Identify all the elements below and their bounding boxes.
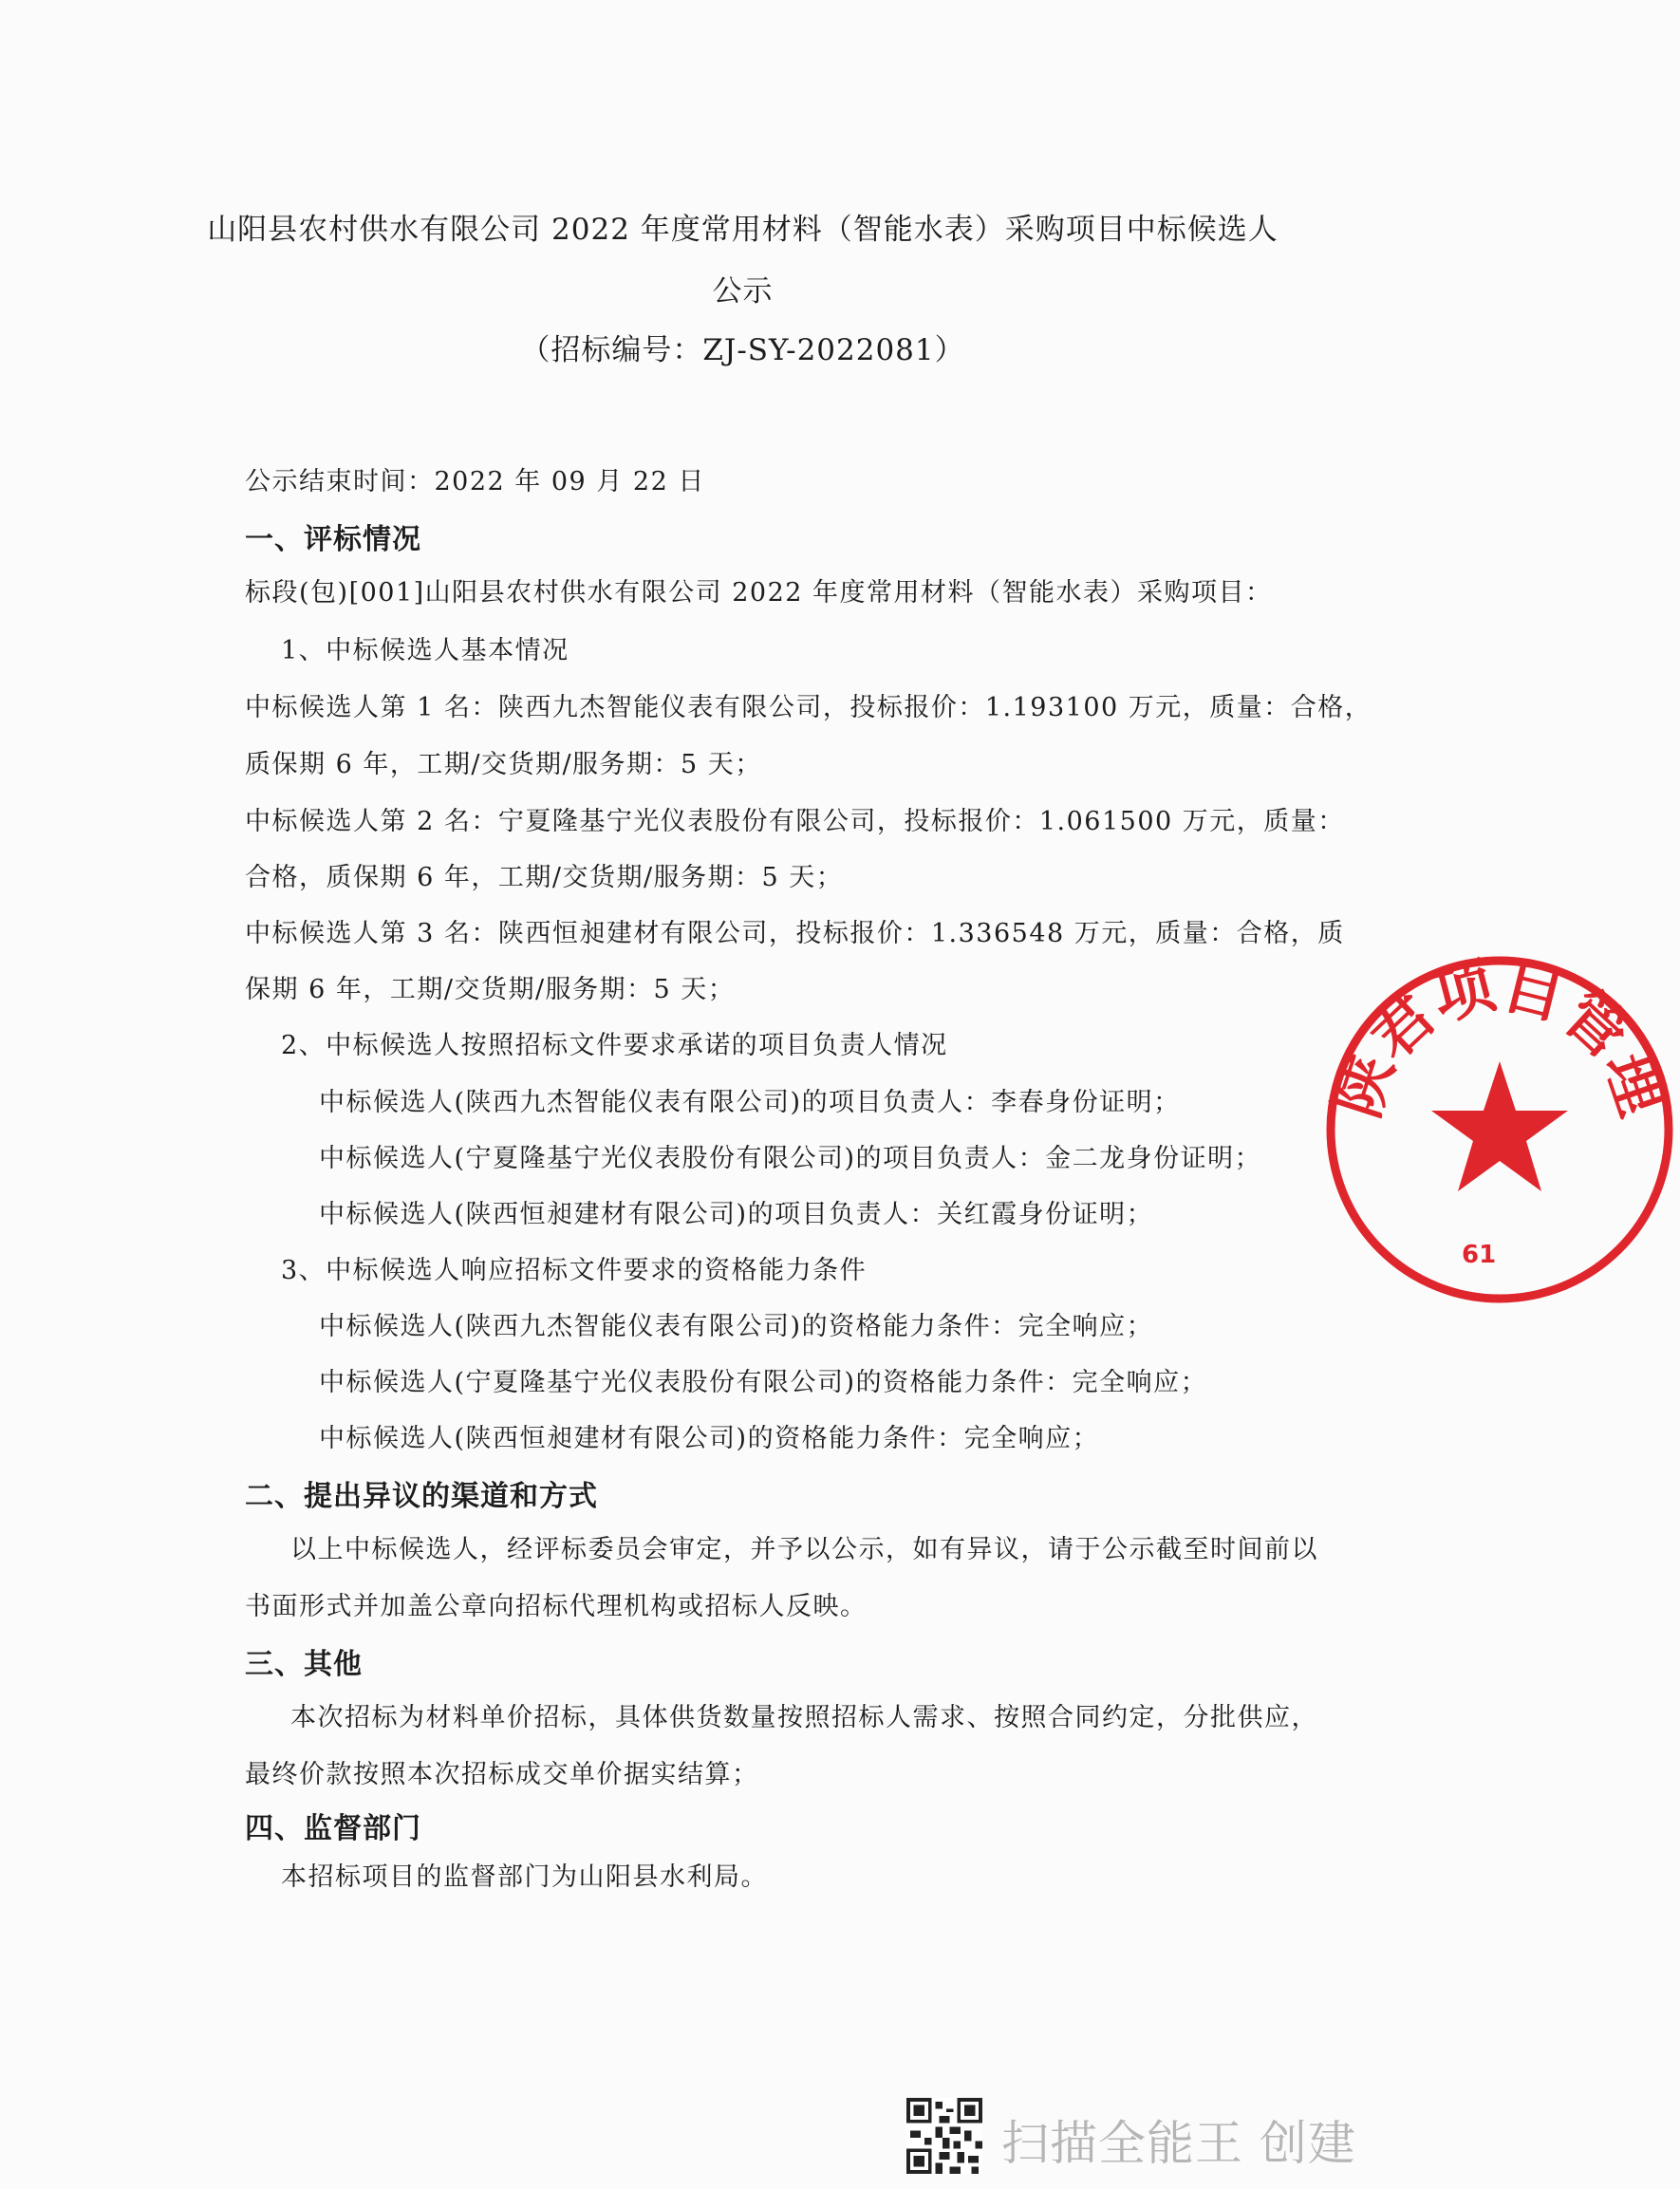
seal-star-icon	[1431, 1061, 1568, 1191]
manager-line-3: 中标候选人(陕西恒昶建材有限公司)的项目负责人：关红霞身份证明；	[319, 1200, 1154, 1229]
qualification-line-3: 中标候选人(陕西恒昶建材有限公司)的资格能力条件：完全响应；	[319, 1424, 1100, 1453]
candidate-1-line1: 中标候选人第 1 名：陕西九杰智能仪表有限公司，投标报价：1.193100 万元，质量：合格，	[245, 693, 1372, 722]
subheading-qualifications: 3、中标候选人响应招标文件要求的资格能力条件	[281, 1256, 868, 1285]
qualification-line-2: 中标候选人(宁夏隆基宁光仪表股份有限公司)的资格能力条件：完全响应；	[319, 1368, 1208, 1397]
other-paragraph-line1: 本次招标为材料单价招标，具体供货数量按照招标人需求、按照合同约定，分批供应，	[290, 1703, 1318, 1732]
scanner-watermark-text: 扫描全能王 创建	[1001, 2116, 1356, 2171]
objection-paragraph-line2: 书面形式并加盖公章向招标代理机构或招标人反映。	[245, 1592, 868, 1621]
document-title-line2: 公示	[712, 274, 774, 309]
section-heading-objection: 二、提出异议的渠道和方式	[245, 1480, 598, 1513]
scanner-watermark	[906, 2098, 1438, 2174]
tender-number: （招标编号：ZJ-SY-2022081）	[520, 333, 965, 367]
qr-code-icon	[906, 2098, 982, 2174]
objection-paragraph-line1: 以上中标候选人，经评标委员会审定，并予以公示，如有异议，请于公示截至时间前以	[290, 1535, 1318, 1564]
manager-line-1: 中标候选人(陕西九杰智能仪表有限公司)的项目负责人：李春身份证明；	[319, 1088, 1181, 1117]
section-heading-evaluation: 一、评标情况	[245, 523, 421, 556]
subheading-candidates: 1、中标候选人基本情况	[281, 636, 569, 665]
qualification-line-1: 中标候选人(陕西九杰智能仪表有限公司)的资格能力条件：完全响应；	[319, 1312, 1154, 1341]
candidate-2-line2: 合格，质保期 6 年，工期/交货期/服务期：5 天；	[245, 863, 844, 892]
supervision-paragraph: 本招标项目的监督部门为山阳县水利局。	[281, 1862, 768, 1892]
candidate-3-line1: 中标候选人第 3 名：陕西恒昶建材有限公司，投标报价：1.336548 万元，质量：合格，质	[245, 919, 1345, 948]
other-paragraph-line2: 最终价款按照本次招标成交单价据实结算；	[245, 1760, 759, 1789]
publicity-end-time: 公示结束时间：2022 年 09 月 22 日	[245, 467, 705, 496]
company-seal-stamp	[1319, 949, 1680, 1310]
manager-line-2: 中标候选人(宁夏隆基宁光仪表股份有限公司)的项目负责人：金二龙身份证明；	[319, 1144, 1262, 1173]
section-heading-other: 三、其他	[245, 1648, 363, 1681]
document-title: 山阳县农村供水有限公司 2022 年度常用材料（智能水表）采购项目中标候选人	[207, 213, 1279, 247]
seal-text: 陕君项目管理	[1321, 949, 1678, 1126]
package-line: 标段(包)[001]山阳县农村供水有限公司 2022 年度常用材料（智能水表）采购项目：	[245, 578, 1273, 608]
candidate-1-line2: 质保期 6 年，工期/交货期/服务期：5 天；	[245, 750, 762, 779]
candidate-3-line2: 保期 6 年，工期/交货期/服务期：5 天；	[245, 975, 736, 1004]
seal-number: 61	[1462, 1241, 1497, 1269]
candidate-2-line1: 中标候选人第 2 名：宁夏隆基宁光仪表股份有限公司，投标报价：1.061500 万元，质量：	[245, 807, 1345, 836]
section-heading-supervision: 四、监督部门	[245, 1812, 421, 1845]
subheading-project-managers: 2、中标候选人按照招标文件要求承诺的项目负责人情况	[281, 1031, 948, 1060]
